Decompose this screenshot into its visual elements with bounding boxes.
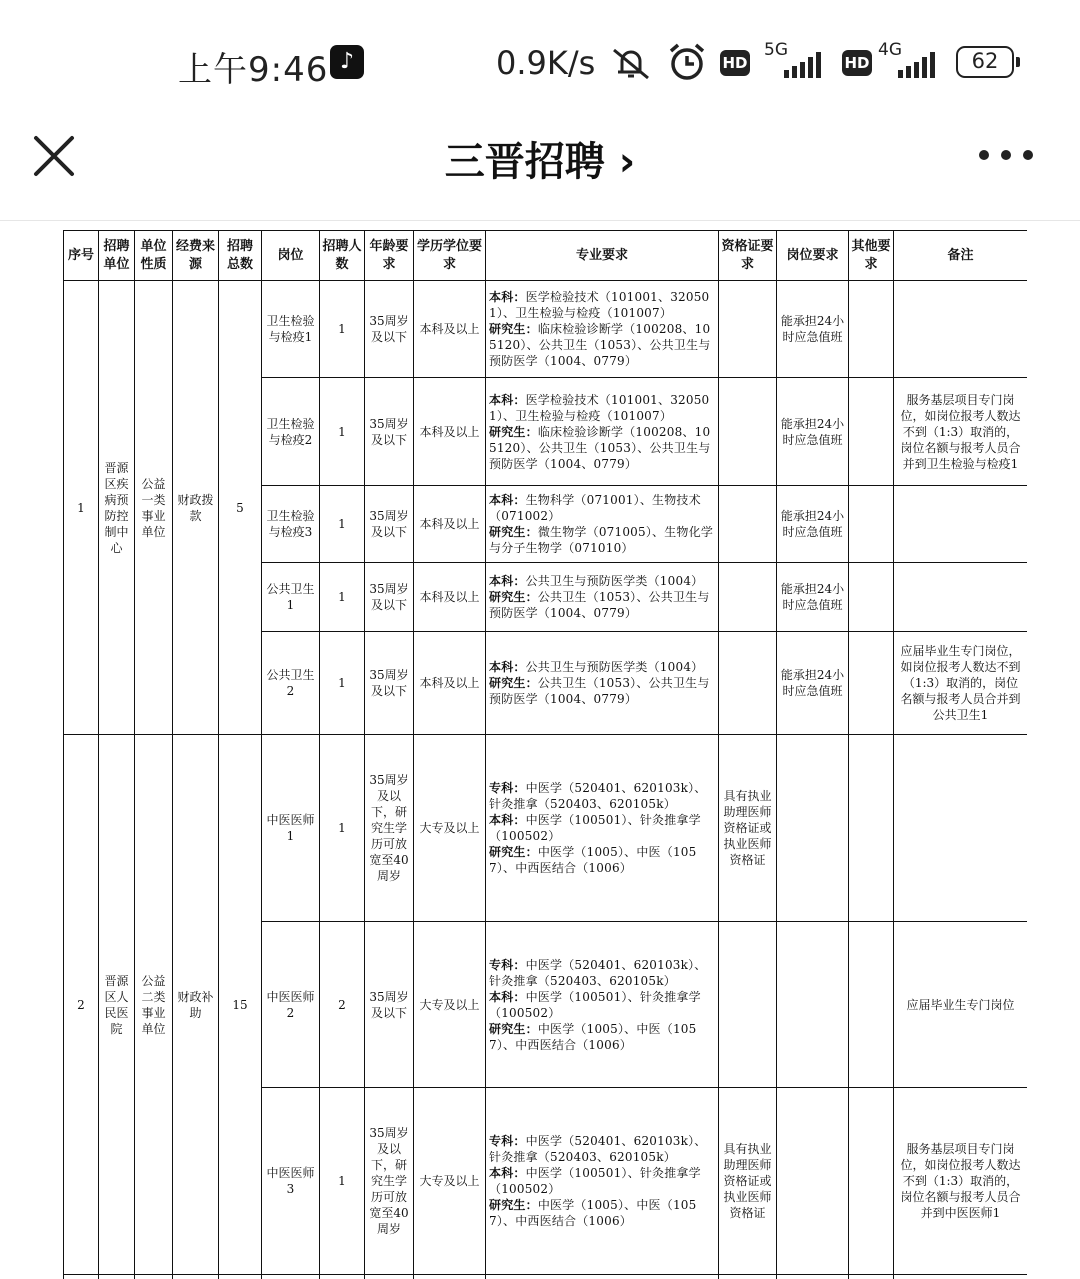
edu-cell: 大专及以上 [414,1088,486,1275]
header-cell: 专业要求 [486,231,719,281]
page-title[interactable]: 三晋招聘 › [444,139,636,185]
unit-cell: 晋源区疾病预防控制中心 [99,281,135,735]
major-degree-label: 研究生： [489,322,538,336]
major-degree-label: 本科： [489,989,526,1004]
major-degree-label: 本科： [489,392,526,407]
post-cell: 公共卫生1 [262,563,320,632]
major-cell [486,922,719,1088]
sim1-signal-icon [784,50,821,78]
count-cell: 1 [320,486,365,563]
major-text: 医学检验技术（101001、320501）、卫生检验与检疫（101007） [489,290,710,320]
major-cell [486,378,719,486]
count-cell: 1 [320,563,365,632]
job-req-cell: 能承担24小时应急值班 [777,563,849,632]
major-degree-label: 本科： [489,493,526,507]
empty-cell [414,1275,486,1279]
major-degree-label: 研究生： [489,525,538,539]
cert-cell: 具有执业助理医师资格证或执业医师资格证 [719,1088,777,1275]
remark-cell [894,486,1028,563]
other-cell [849,922,894,1088]
total-cell: 15 [219,735,262,1275]
remark-cell: 应届毕业生专门岗位，如岗位报考人数达不到（1:3）取消的，岗位名额与报考人员合并到公共卫生1 [894,632,1028,735]
count-cell: 2 [320,922,365,1088]
edu-cell: 本科及以上 [414,632,486,735]
battery-icon: 62 [956,46,1014,78]
major-text: 中医学（520401、620103k）、针灸推拿（520403、620105k） [489,781,707,811]
other-cell [849,735,894,922]
major-degree-label: 研究生： [489,1198,538,1212]
header-cell: 岗位 [262,231,320,281]
other-cell [849,378,894,486]
empty-cell [219,1275,262,1279]
major-degree-label: 研究生： [489,590,538,604]
age-cell: 35周岁及以下，研究生学历可放宽至40周岁 [365,1088,414,1275]
cert-cell [719,378,777,486]
empty-cell [173,1275,219,1279]
empty-cell [849,1275,894,1279]
other-cell [849,281,894,378]
major-text: 中医学（1005）、中医（1057）、中西医结合（1006） [489,1021,697,1052]
major-degree-label: 本科： [489,813,526,827]
edu-cell: 本科及以上 [414,281,486,378]
nav-bar [0,120,1080,221]
nature-cell: 公益二类事业单位 [135,735,173,1275]
post-cell: 中医医师1 [262,735,320,922]
other-cell [849,563,894,632]
major-text: 中医学（1005）、中医（1057）、中西医结合（1006） [489,1198,697,1228]
empty-cell [99,1275,135,1279]
age-cell: 35周岁及以下 [365,632,414,735]
other-cell [849,486,894,563]
empty-cell [365,1275,414,1279]
header-cell: 学历学位要求 [414,231,486,281]
major-degree-label: 专科： [489,1134,526,1148]
total-cell: 5 [219,281,262,735]
edu-cell: 本科及以上 [414,563,486,632]
major-text: 临床检验诊断学（100208、105120）、公共卫生（1053）、公共卫生与预防医学（1004、0779） [489,424,711,471]
major-text: 临床检验诊断学（100208、105120）、公共卫生（1053）、公共卫生与预防医学（1004、0779） [489,322,711,368]
major-text: 中医学（520401、620103k）、针灸推拿（520403、620105k） [489,957,707,988]
funding-cell: 财政拨款 [173,281,219,735]
header-cell: 岗位要求 [777,231,849,281]
major-text: 中医学（100501）、针灸推拿学（100502） [489,813,701,843]
major-cell [486,486,719,563]
major-degree-label: 本科： [489,574,526,588]
cert-cell [719,632,777,735]
age-cell: 35周岁及以下 [365,486,414,563]
count-cell: 1 [320,281,365,378]
age-cell: 35周岁及以下 [365,563,414,632]
empty-cell [777,1275,849,1279]
major-text: 公共卫生与预防医学类（1004） [525,574,704,588]
job-req-cell [777,922,849,1088]
header-cell: 单位性质 [135,231,173,281]
job-req-cell: 能承担24小时应急值班 [777,632,849,735]
remark-cell [894,563,1028,632]
major-text: 生物科学（071001）、生物技术（071002） [489,493,701,523]
remark-cell: 应届毕业生专门岗位 [894,922,1028,1088]
post-cell: 卫生检验与检疫1 [262,281,320,378]
cert-cell [719,486,777,563]
major-degree-label: 本科： [489,290,526,304]
major-degree-label: 研究生： [489,1021,538,1036]
major-text: 中医学（1005）、中医（1057）、中西医结合（1006） [489,845,697,875]
major-cell [486,1088,719,1275]
remark-cell: 服务基层项目专门岗位，如岗位报考人数达不到（1:3）取消的，岗位名额与报考人员合并到中医医师1 [894,1088,1028,1275]
seq-cell: 1 [64,281,99,735]
post-cell: 公共卫生2 [262,632,320,735]
cert-cell: 具有执业助理医师资格证或执业医师资格证 [719,735,777,922]
major-cell [486,281,719,378]
major-degree-label: 专科： [489,781,526,795]
major-cell [486,735,719,922]
cert-cell [719,281,777,378]
network-speed: 0.9K/s [496,44,596,82]
sim1-network-type: 5G [764,40,788,60]
job-req-cell: 能承担24小时应急值班 [777,281,849,378]
empty-cell [135,1275,173,1279]
alarm-icon [666,42,708,82]
age-cell: 35周岁及以下 [365,281,414,378]
douyin-icon: ♪ [330,45,364,79]
major-text: 公共卫生（1053）、公共卫生与预防医学（1004、0779） [489,676,710,706]
table-header-row [64,231,1028,281]
mute-bell-icon [608,44,654,82]
recruitment-table [63,230,1027,1279]
job-req-cell: 能承担24小时应急值班 [777,486,849,563]
status-bar [0,0,1080,120]
recruitment-document [63,230,1027,1279]
seq-cell: 2 [64,735,99,1275]
count-cell: 1 [320,378,365,486]
major-text: 中医学（100501）、针灸推拿学（100502） [489,1166,701,1196]
hd-badge-sim2: HD [842,50,872,76]
remark-cell: 服务基层项目专门岗位，如岗位报考人数达不到（1:3）取消的，岗位名额与报考人员合并到卫生检验与检疫1 [894,378,1028,486]
header-cell: 招聘总数 [219,231,262,281]
major-degree-label: 研究生： [489,676,538,690]
cert-cell [719,922,777,1088]
major-cell [486,563,719,632]
table-body [64,281,1028,1279]
cert-cell [719,563,777,632]
major-cell [486,632,719,735]
age-cell: 35周岁及以下 [365,378,414,486]
post-cell: 中医医师3 [262,1088,320,1275]
empty-cell [719,1275,777,1279]
major-text: 医学检验技术（101001、320501）、卫生检验与检疫（101007） [489,392,710,423]
table-row [64,281,1028,378]
count-cell: 1 [320,632,365,735]
header-cell: 备注 [894,231,1028,281]
other-cell [849,1088,894,1275]
major-text: 公共卫生（1053）、公共卫生与预防医学（1004、0779） [489,590,710,620]
table-row [64,1275,1028,1279]
funding-cell: 财政补助 [173,735,219,1275]
major-degree-label: 专科： [489,957,526,972]
job-req-cell: 能承担24小时应急值班 [777,378,849,486]
major-text: 中医学（100501）、针灸推拿学（100502） [489,989,701,1020]
header-cell: 资格证要求 [719,231,777,281]
sim2-signal-icon [898,50,935,78]
major-text: 公共卫生与预防医学类（1004） [525,660,704,674]
nature-cell: 公益一类事业单位 [135,281,173,735]
header-cell: 招聘人数 [320,231,365,281]
header-cell: 经费来源 [173,231,219,281]
post-cell: 中医医师2 [262,922,320,1088]
major-degree-label: 研究生： [489,424,538,439]
count-cell: 1 [320,1088,365,1275]
empty-cell [64,1275,99,1279]
age-cell: 35周岁及以下，研究生学历可放宽至40周岁 [365,735,414,922]
header-cell: 序号 [64,231,99,281]
sim2-network-type: 4G [878,40,902,60]
empty-cell [262,1275,320,1279]
count-cell: 1 [320,735,365,922]
remark-cell [894,735,1028,922]
header-cell: 其他要求 [849,231,894,281]
more-icon[interactable] [976,138,1036,172]
major-degree-label: 研究生： [489,845,538,859]
major-degree-label: 本科： [489,660,526,674]
empty-cell [894,1275,1028,1279]
major-text: 微生物学（071005）、生物化学与分子生物学（071010） [489,525,714,555]
edu-cell: 本科及以上 [414,378,486,486]
remark-cell [894,281,1028,378]
edu-cell: 本科及以上 [414,486,486,563]
header-cell: 招聘单位 [99,231,135,281]
table-row [64,735,1028,922]
header-cell: 年龄要求 [365,231,414,281]
empty-cell [320,1275,365,1279]
post-cell: 卫生检验与检疫2 [262,378,320,486]
hd-badge-sim1: HD [720,50,750,76]
other-cell [849,632,894,735]
job-req-cell [777,1088,849,1275]
job-req-cell [777,735,849,922]
clock: 上午9:46 [178,50,329,90]
post-cell: 卫生检验与检疫3 [262,486,320,563]
empty-cell [486,1275,719,1279]
edu-cell: 大专及以上 [414,922,486,1088]
unit-cell: 晋源区人民医院 [99,735,135,1275]
major-degree-label: 本科： [489,1166,526,1180]
age-cell: 35周岁及以下 [365,922,414,1088]
major-text: 中医学（520401、620103k）、针灸推拿（520403、620105k） [489,1134,707,1164]
edu-cell: 大专及以上 [414,735,486,922]
